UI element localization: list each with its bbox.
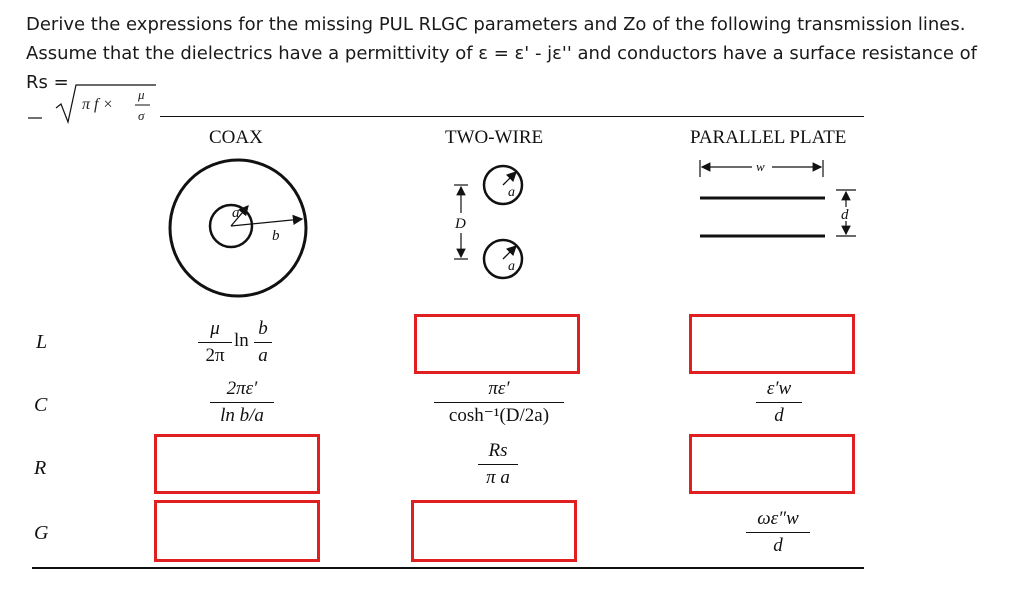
row-label-G: G xyxy=(34,522,49,544)
coax-L-frac-mu: μ 2π xyxy=(198,318,232,367)
rs-formula xyxy=(28,82,168,126)
row-label-L: L xyxy=(36,331,48,353)
rs-sigma: σ xyxy=(138,108,145,123)
prompt-rs-label: Rs = xyxy=(26,72,69,93)
answer-box-parallel-plate-L[interactable] xyxy=(689,314,855,374)
two-wire-R-formula: Rs π a xyxy=(478,440,518,489)
coax-diagram xyxy=(160,155,310,305)
prompt-line-2: Assume that the dielectrics have a permittivity of ε = ε' - jε'' and conductors have a surface resistance of xyxy=(26,43,977,64)
coax-L-frac-ba: b a xyxy=(254,318,272,367)
answer-box-two-wire-G[interactable] xyxy=(411,500,577,562)
top-rule xyxy=(160,116,864,117)
header-parallel-plate: PARALLEL PLATE xyxy=(690,127,847,148)
answer-box-two-wire-L[interactable] xyxy=(414,314,580,374)
pp-label-d: d xyxy=(841,207,849,223)
header-coax: COAX xyxy=(209,127,263,148)
two-wire-label-a-top: a xyxy=(508,185,515,200)
two-wire-label-a-bottom: a xyxy=(508,259,515,274)
answer-box-coax-R[interactable] xyxy=(154,434,320,494)
answer-box-parallel-plate-R[interactable] xyxy=(689,434,855,494)
coax-label-a: a xyxy=(232,205,240,221)
row-label-C: C xyxy=(34,394,48,416)
prompt-line-1: Derive the expressions for the missing PUL RLGC parameters and Zo of the following transmission lines. xyxy=(26,14,966,35)
two-wire-label-D: D xyxy=(455,216,466,232)
pp-C-formula: ε′w d xyxy=(756,378,802,427)
row-label-R: R xyxy=(34,457,47,479)
header-two-wire: TWO-WIRE xyxy=(445,127,544,148)
rs-pi-f: π f × xyxy=(82,96,114,113)
two-wire-diagram xyxy=(440,155,560,290)
coax-C-formula: 2πε′ ln b/a xyxy=(210,378,274,427)
answer-box-coax-G[interactable] xyxy=(154,500,320,562)
coax-label-b: b xyxy=(272,228,280,244)
pp-label-w: w xyxy=(756,159,765,174)
pp-G-formula: ωε″w d xyxy=(746,508,810,557)
bottom-rule xyxy=(32,567,864,569)
problem-statement xyxy=(26,10,1016,97)
two-wire-C-formula: πε′ cosh⁻¹(D/2a) xyxy=(434,378,564,427)
coax-L-ln: ln xyxy=(234,330,249,351)
rs-mu: μ xyxy=(138,87,145,102)
parallel-plate-diagram xyxy=(690,155,870,245)
